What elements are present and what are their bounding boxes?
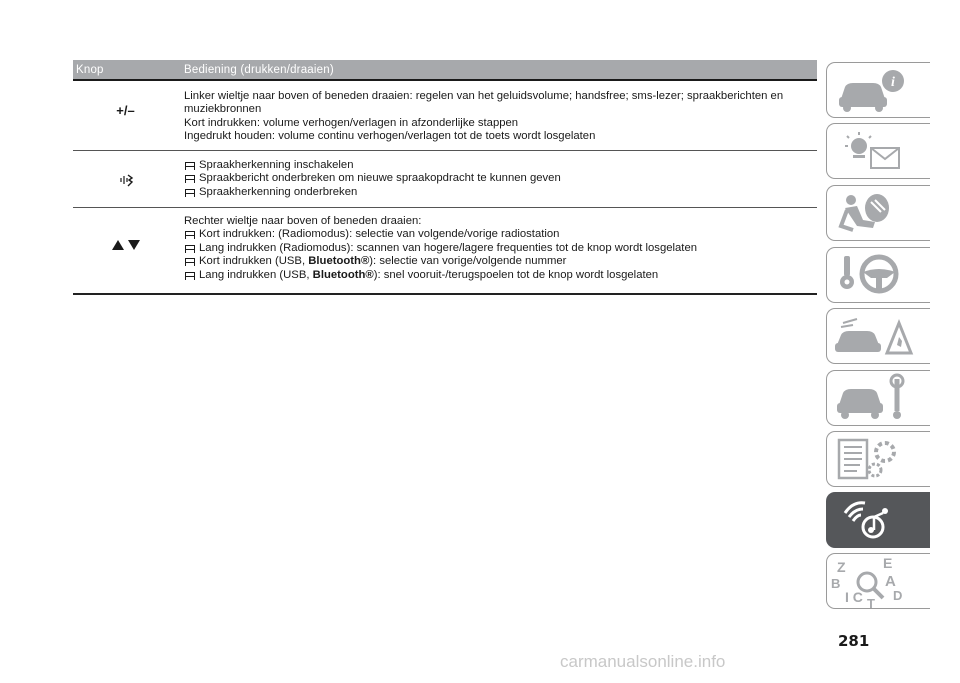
row-description (184, 159, 813, 199)
bullet-item: Kort indrukken (USB, Bluetooth®): selectie van vorige/volgende nummer (184, 255, 813, 268)
up-down-arrows-icon (73, 238, 178, 257)
tab-warning-lights[interactable] (826, 123, 930, 179)
tab-index[interactable] (826, 553, 930, 609)
tab-safety[interactable] (826, 185, 930, 241)
bullet-icon (185, 231, 195, 239)
table-row (73, 151, 817, 208)
car-maintenance-icon (827, 371, 931, 427)
bullet-item: Spraakherkenning inschakelen (184, 159, 813, 172)
airbag-safety-icon (827, 186, 931, 242)
header-knop: Knop (76, 64, 104, 76)
svg-text:E: E (883, 555, 893, 571)
watermark: carmanualsonline.info (560, 652, 726, 671)
bullet-item: Lang indrukken (USB, Bluetooth®): snel vooruit-/terugspoelen tot de knop wordt losgelaten (184, 269, 813, 282)
page-number: 281 (838, 632, 870, 650)
svg-text:A: A (885, 573, 896, 590)
table-row (73, 81, 817, 151)
bullet-icon (185, 245, 195, 253)
svg-text:i: i (891, 75, 895, 90)
tab-starting-driving[interactable] (826, 247, 930, 303)
car-emergency-icon (827, 309, 931, 365)
row-description (184, 90, 813, 144)
svg-text:Z: Z (837, 559, 846, 575)
bullet-icon (185, 175, 195, 183)
table-header (73, 60, 817, 81)
controls-table (73, 60, 817, 295)
technical-data-icon (827, 432, 931, 488)
description-line: Linker wieltje naar boven of beneden draaien: regelen van het geluidsvolume; handsfree; sms-lezer; spraakberichten en muziekbronnen (184, 90, 784, 116)
voice-command-icon (73, 169, 178, 196)
tab-emergency[interactable] (826, 308, 930, 364)
description-line: Kort indrukken: volume verhogen/verlagen in afzonderlijke stappen (184, 116, 519, 129)
bullet-icon (185, 162, 195, 170)
row-description (184, 215, 813, 282)
tab-technical-data[interactable] (826, 431, 930, 487)
bullet-icon (185, 189, 195, 197)
volume-symbol: +/– (116, 103, 135, 118)
key-steering-wheel-icon (827, 248, 931, 304)
tab-car-info[interactable] (826, 62, 930, 118)
svg-text:B: B (831, 576, 841, 591)
header-bediening: Bediening (drukken/draaien) (184, 64, 334, 76)
svg-text:I C: I C (845, 589, 863, 605)
warning-light-message-icon (827, 124, 931, 180)
index-az-icon (827, 554, 931, 610)
bullet-icon (185, 272, 195, 280)
multimedia-icon (827, 493, 931, 549)
tab-maintenance[interactable] (826, 370, 930, 426)
table-row (73, 208, 817, 295)
tab-multimedia[interactable] (826, 492, 930, 548)
bullet-item: Lang indrukken (Radiomodus): scannen van hogere/lagere frequenties tot de knop wordt losgelaten (184, 242, 813, 255)
car-info-icon (827, 63, 931, 119)
bullet-item: Kort indrukken: (Radiomodus): selectie van volgende/vorige radiostation (184, 228, 813, 241)
svg-text:T: T (867, 596, 875, 610)
description-line: Ingedrukt houden: volume continu verhogen/verlagen tot de toets wordt losgelaten (184, 130, 596, 143)
bullet-item: Spraakbericht onderbreken om nieuwe spraakopdracht te kunnen geven (184, 172, 813, 185)
bullet-icon (185, 258, 195, 266)
description-intro: Rechter wieltje naar boven of beneden draaien: (184, 215, 422, 227)
bullet-item: Spraakherkenning onderbreken (184, 186, 813, 199)
svg-text:D: D (893, 588, 903, 603)
